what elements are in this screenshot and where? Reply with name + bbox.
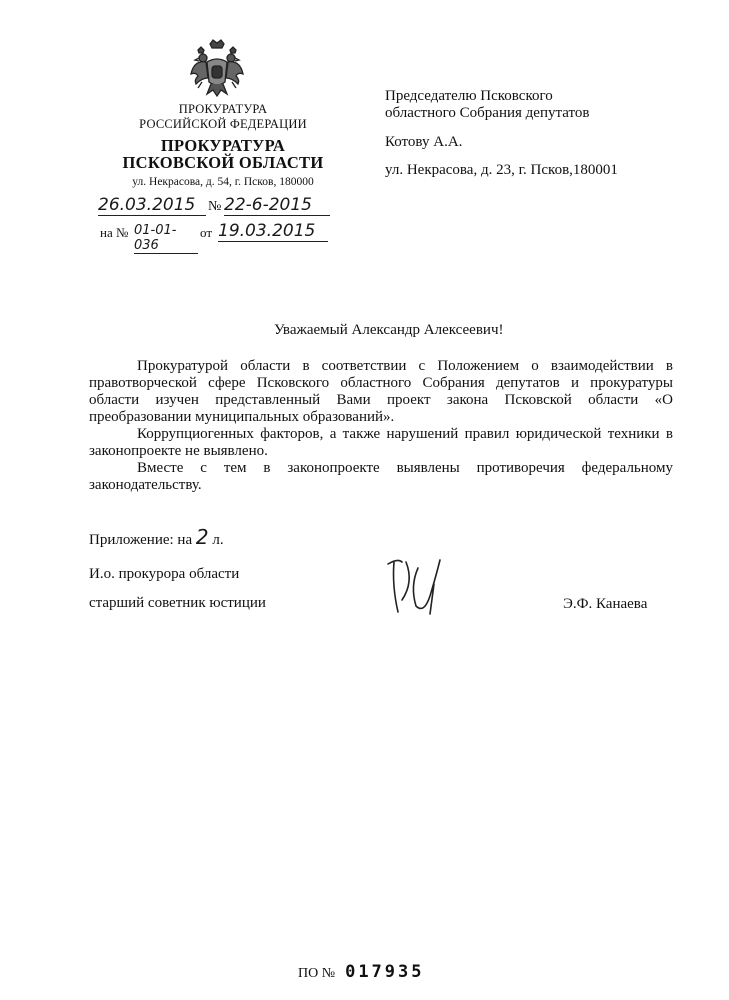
from-label: от bbox=[200, 225, 213, 240]
attachment-count: 2 bbox=[195, 525, 209, 549]
paragraph-1: Прокуратурой области в соответствии с Положением о взаимодействии в правотворческой сфере Псковского областного Собрания депутатов и прокуратуры области изучен представленный Вами проект закона Псковской области «О преобразовании муниципальных образований». bbox=[89, 358, 673, 425]
paragraph-3: Вместе с тем в законопроекте выявлены противоречия федеральному законодательству. bbox=[89, 460, 673, 493]
outgoing-date: 26.03.2015 bbox=[98, 195, 206, 216]
org-line-2: РОССИЙСКОЙ ФЕДЕРАЦИИ bbox=[139, 117, 307, 131]
signer-position-1: И.о. прокурора области bbox=[89, 566, 240, 582]
recipient-address: ул. Некрасова, д. 23, г. Псков,180001 bbox=[385, 162, 618, 178]
attachment-line bbox=[89, 525, 224, 549]
recipient-line-1: Председателю Псковского bbox=[385, 88, 553, 104]
letter-body bbox=[89, 358, 673, 494]
attachment-unit: л. bbox=[212, 532, 224, 548]
serial-number: 017935 bbox=[345, 962, 425, 982]
signer-position-2: старший советник юстиции bbox=[89, 595, 266, 611]
org-title-1: ПРОКУРАТУРА bbox=[160, 136, 286, 155]
emblem-icon bbox=[188, 38, 246, 102]
in-reply-label: на № bbox=[100, 225, 129, 240]
in-reply-line bbox=[100, 221, 330, 253]
form-serial bbox=[298, 962, 425, 982]
outgoing-registration-line bbox=[98, 195, 330, 217]
attachment-label: Приложение: на bbox=[89, 532, 193, 548]
org-address: ул. Некрасова, д. 54, г. Псков, 180000 bbox=[132, 176, 314, 188]
signer-name: Э.Ф. Канаева bbox=[563, 596, 648, 612]
paragraph-2: Коррупциогенных факторов, а также нарушений правил юридической техники в законопроекте не выявлено. bbox=[89, 426, 673, 459]
in-reply-date: 19.03.2015 bbox=[218, 221, 328, 242]
serial-label: ПО № bbox=[298, 966, 336, 981]
number-sign: № bbox=[208, 199, 222, 214]
salutation: Уважаемый Александр Алексеевич! bbox=[274, 322, 504, 338]
org-line-1: ПРОКУРАТУРА bbox=[178, 102, 268, 116]
org-title-2: ПСКОВСКОЙ ОБЛАСТИ bbox=[122, 153, 324, 172]
signature-icon bbox=[384, 556, 444, 616]
recipient-name: Котову А.А. bbox=[385, 134, 463, 150]
outgoing-number: 22-6-2015 bbox=[224, 195, 330, 216]
recipient-line-2: областного Собрания депутатов bbox=[385, 105, 590, 121]
in-reply-number: 01-01-036 bbox=[134, 223, 198, 254]
